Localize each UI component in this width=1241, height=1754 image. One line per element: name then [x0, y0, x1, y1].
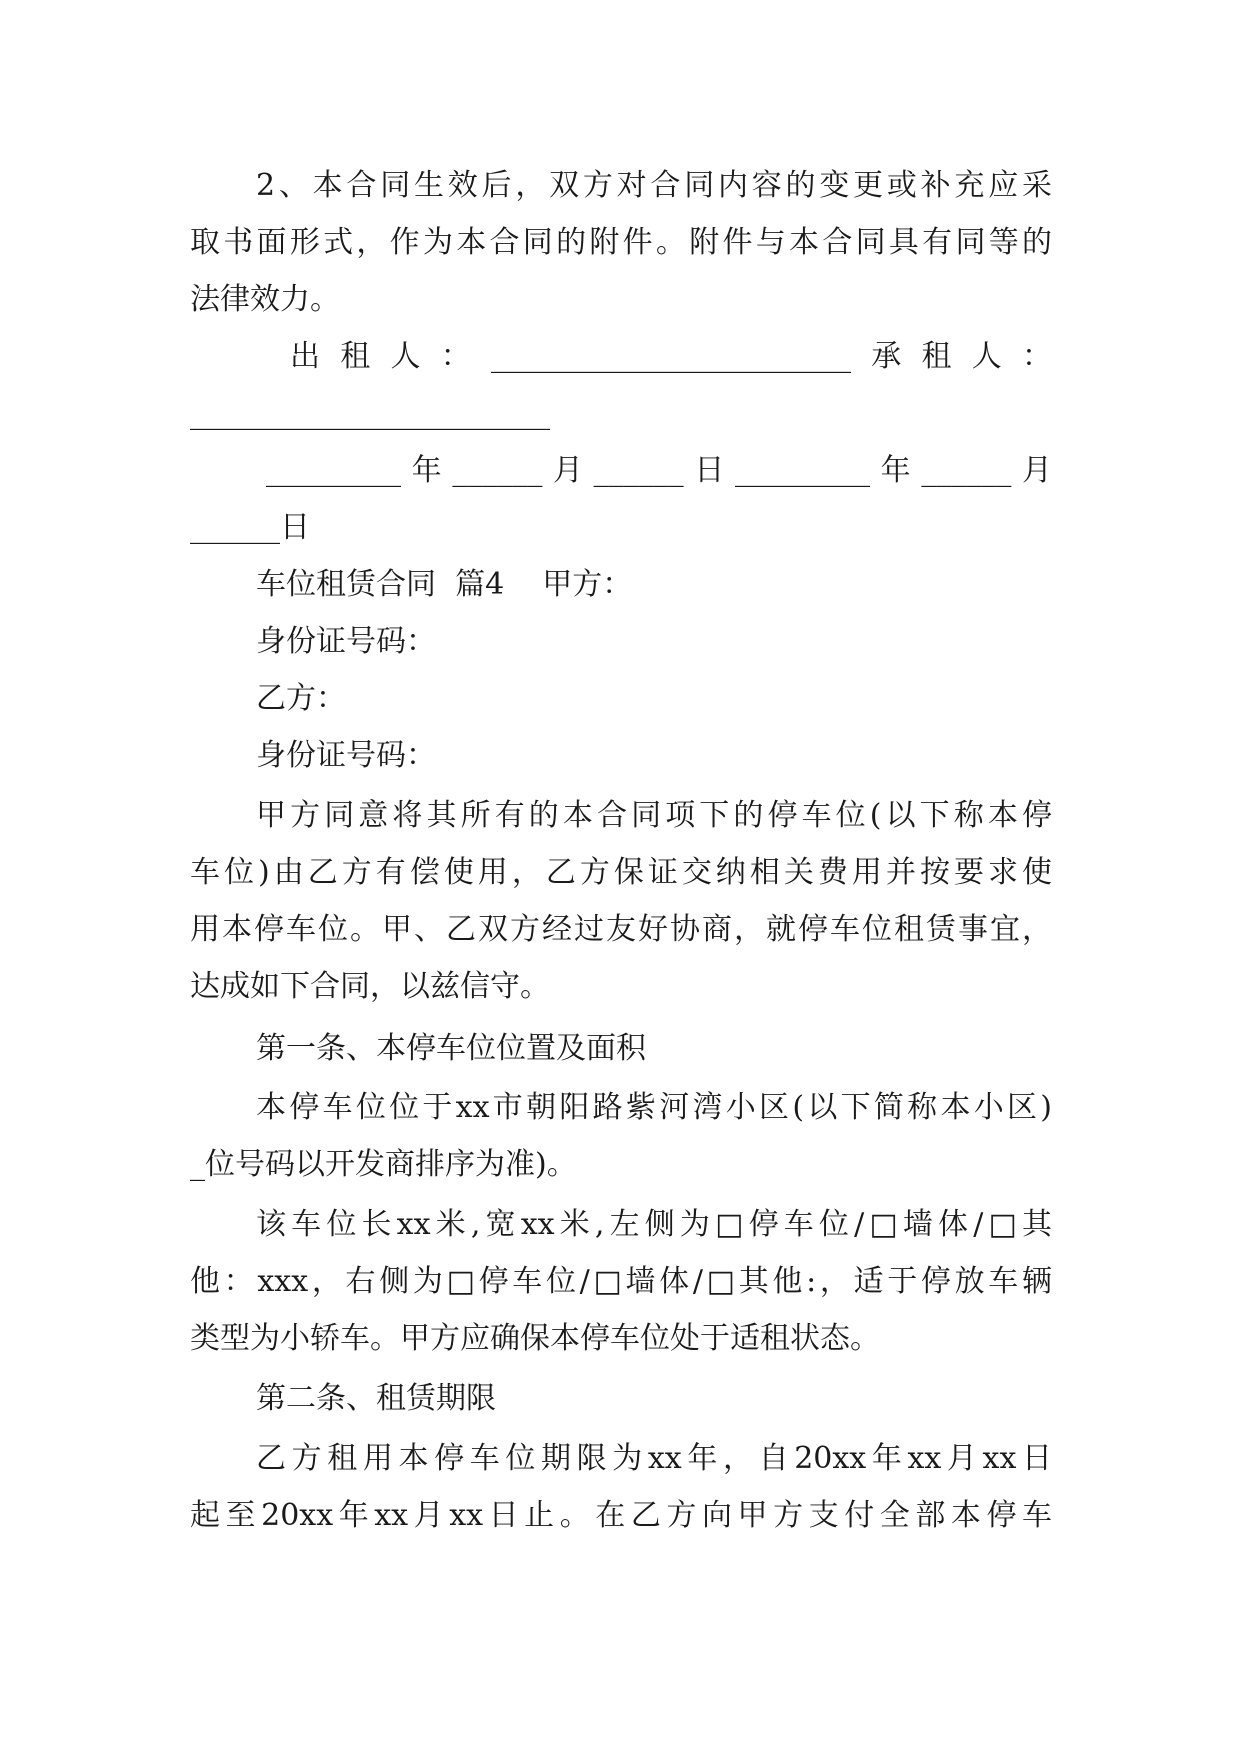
- paragraph-line: 起至20xx年xx月xx日止。在乙方向甲方支付全部本停车: [190, 1498, 1052, 1533]
- paragraph-line: 他：xxx，右侧为□停车位/□墙体/□其他:，适于停放车辆: [190, 1264, 1052, 1299]
- paragraph-line: 法律效力。: [190, 282, 340, 317]
- paragraph-line: 甲方同意将其所有的本合同项下的停车位(以下称本停: [256, 798, 1052, 833]
- paragraph-line: _位号码以开发商排序为准)。: [190, 1147, 577, 1182]
- date-line: ______日: [190, 510, 310, 545]
- field-label: 乙方：: [256, 681, 346, 716]
- signature-blank-line: ________________________: [190, 396, 550, 431]
- section-title: 车位租赁合同 篇4 甲方：: [256, 567, 633, 602]
- paragraph-line: 乙方租用本停车位期限为xx年，自20xx年xx月xx日: [256, 1441, 1052, 1476]
- article-heading: 第一条、本停车位位置及面积: [256, 1031, 646, 1066]
- article-heading: 第二条、租赁期限: [256, 1381, 496, 1416]
- paragraph-line: 达成如下合同，以兹信守。: [190, 969, 550, 1004]
- field-label: 身份证号码：: [256, 624, 436, 659]
- signature-line: 出租人：________________________承租人：: [290, 339, 1052, 374]
- paragraph-line: 类型为小轿车。甲方应确保本停车位处于适租状态。: [190, 1321, 880, 1356]
- paragraph-line: 2、本合同生效后，双方对合同内容的变更或补充应采: [256, 168, 1052, 203]
- paragraph-line: 该车位长xx米,宽xx米,左侧为□停车位/□墙体/□其: [256, 1207, 1052, 1242]
- paragraph-line: 取书面形式，作为本合同的附件。附件与本合同具有同等的: [190, 225, 1052, 260]
- date-line: _________年______月______日_________年______月: [266, 453, 1052, 488]
- paragraph-line: 用本停车位。甲、乙双方经过友好协商，就停车位租赁事宜，: [190, 912, 1052, 947]
- field-label: 身份证号码：: [256, 738, 436, 773]
- paragraph-line: 本停车位位于xx市朝阳路紫河湾小区(以下简称本小区): [256, 1090, 1052, 1125]
- paragraph-line: 车位)由乙方有偿使用，乙方保证交纳相关费用并按要求使: [190, 855, 1052, 890]
